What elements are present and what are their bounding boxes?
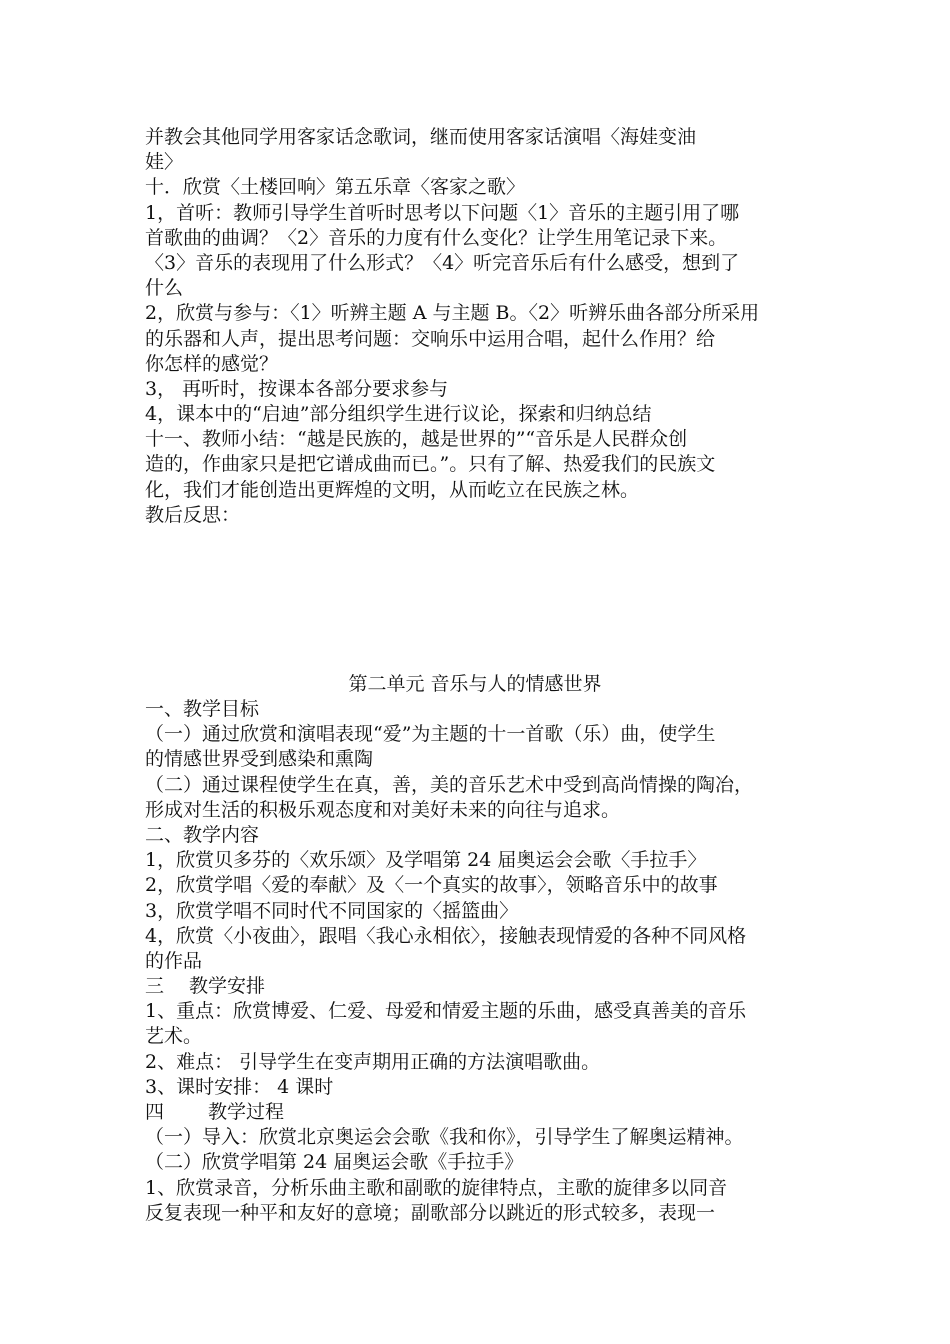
text-line: 教后反思： xyxy=(145,503,241,526)
text-line: 1，欣赏贝多芬的〈欢乐颂〉及学唱第 24 届奥运会会歌〈手拉手〉 xyxy=(145,849,707,872)
text-line: 三 教学安排 xyxy=(145,975,266,998)
text-line: 并教会其他同学用客家话念歌词，继而使用客家话演唱〈海娃变油 xyxy=(145,126,697,148)
text-line: 的作品 xyxy=(145,949,203,972)
text-line: 造的，作曲家只是把它谱成曲而已。”。只有了解、热爱我们的民族文 xyxy=(145,453,716,476)
text-line: 2、难点： 引导学生在变声期用正确的方法演唱歌曲。 xyxy=(145,1050,601,1073)
text-line: 1、重点：欣赏博爱、仁爱、母爱和情爱主题的乐曲，感受真善美的音乐 xyxy=(145,1000,747,1023)
text-line: 4，欣赏〈小夜曲〉，跟唱〈我心永相依〉，接触表现情爱的各种不同风格 xyxy=(145,924,747,947)
text-line: 4，课本中的“启迪”部分组织学生进行议论，探索和归纳总结 xyxy=(145,403,652,426)
text-line: （一）导入：欣赏北京奥运会会歌《我和你》，引导学生了解奥运精神。 xyxy=(145,1126,744,1149)
text-line: 艺术。 xyxy=(145,1025,203,1048)
text-line: （二）欣赏学唱第 24 届奥运会歌《手拉手》 xyxy=(145,1151,524,1174)
text-line: （一）通过欣赏和演唱表现“爱”为主题的十一首歌（乐）曲，使学生 xyxy=(145,723,716,746)
text-line: 反复表现一种平和友好的意境；副歌部分以跳近的形式较多，表现一 xyxy=(145,1201,716,1224)
text-line: 娃〉 xyxy=(145,151,184,174)
text-line: 化，我们才能创造出更辉煌的文明，从而屹立在民族之林。 xyxy=(145,478,640,501)
text-line: 一、教学目标 xyxy=(145,698,260,720)
text-line: 1、欣赏录音，分析乐曲主歌和副歌的旋律特点，主歌的旋律多以同音 xyxy=(145,1176,728,1199)
lesson-section-one xyxy=(145,125,835,528)
text-line: 3，欣赏学唱不同时代不同国家的〈摇篮曲〉 xyxy=(145,899,519,922)
text-line: 的乐器和人声，提出思考问题：交响乐中运用合唱，起什么作用？给 xyxy=(145,327,716,350)
text-line: 3， 再听时，按课本各部分要求参与 xyxy=(145,377,449,400)
text-line: 十．欣赏〈土楼回响〉第五乐章〈客家之歌〉 xyxy=(145,176,526,199)
text-line: 的情感世界受到感染和熏陶 xyxy=(145,748,374,771)
text-line: （二）通过课程使学生在真，善，美的音乐艺术中受到高尚情操的陶冶， xyxy=(145,773,754,796)
text-line: 你怎样的感觉？ xyxy=(145,352,279,375)
text-line: 什么 xyxy=(145,277,184,300)
text-line: 首歌曲的曲调？〈2〉音乐的力度有什么变化？让学生用笔记录下来。 xyxy=(145,226,728,249)
text-line: 1，首听：教师引导学生首听时思考以下问题〈1〉音乐的主题引用了哪 xyxy=(145,201,740,224)
text-line: 2，欣赏与参与：〈1〉听辨主题 A 与主题 B。〈2〉听辨乐曲各部分所采用 xyxy=(145,302,760,325)
text-line: 二、教学内容 xyxy=(145,823,260,846)
lesson-section-two xyxy=(145,697,835,1226)
text-line: 3、课时安排： 4 课时 xyxy=(145,1075,334,1098)
unit-title: 第二单元 音乐与人的情感世界 xyxy=(348,673,602,695)
text-line: 形成对生活的积极乐观态度和对美好未来的向往与追求。 xyxy=(145,798,621,821)
text-line: 四 教学过程 xyxy=(145,1101,285,1123)
text-line: 十一、教师小结：“越是民族的，越是世界的”“音乐是人民群众创 xyxy=(145,428,688,451)
text-line: 〈3〉音乐的表现用了什么形式？〈4〉听完音乐后有什么感受，想到了 xyxy=(145,251,740,274)
text-line: 2，欣赏学唱〈爱的奉献〉及〈一个真实的故事〉，领略音乐中的故事 xyxy=(145,874,718,897)
